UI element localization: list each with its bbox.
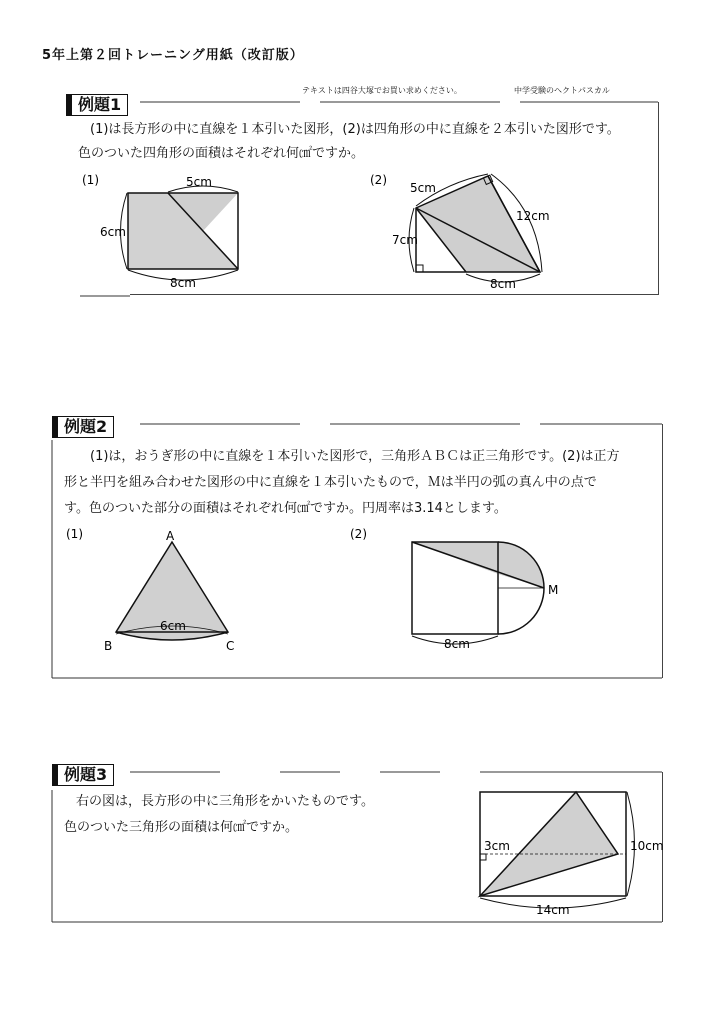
- p1-fig2-right: 12cm: [516, 209, 550, 223]
- publisher-note: テキストは四谷大塚でお買い求めください。: [302, 86, 462, 95]
- p1-fig1-bottom: 8cm: [170, 276, 196, 290]
- p1-fig2-left: 7cm: [392, 233, 418, 247]
- problem-2-line-3: す。色のついた部分の面積はそれぞれ何㎠ですか。円周率は3.14とします。: [64, 501, 507, 516]
- p2-fig1-A: A: [166, 529, 175, 543]
- problem-2-badge: 例題2: [52, 416, 114, 438]
- p2-fig2-M: M: [548, 583, 559, 597]
- problem-2-line-1: (1)は，おうぎ形の中に直線を１本引いた図形で，三角形ＡＢＣは正三角形です。(2)は正方: [90, 449, 620, 464]
- problem-3-line-2: 色のついた三角形の面積は何㎠ですか。: [64, 820, 299, 835]
- p2-fig2-bottom: 8cm: [444, 637, 470, 651]
- p1-fig2-bottom: 8cm: [490, 277, 516, 291]
- problem-2-figures: [56, 522, 656, 672]
- site-note: 中学受験のヘクトパスカル: [514, 86, 610, 95]
- problem-1-figures: [70, 168, 650, 294]
- worksheet-title: 5年上第２回トレーニング用紙（改訂版）: [42, 48, 304, 63]
- p1-fig2-top: 5cm: [410, 181, 436, 195]
- problem-3-badge: 例題3: [52, 764, 114, 786]
- p3-right-label: 10cm: [630, 839, 664, 853]
- p1-fig1-left: 6cm: [100, 225, 126, 239]
- p3-left-label: 3cm: [484, 839, 510, 853]
- p2-fig1-base: 6cm: [160, 619, 186, 633]
- p1-fig1-label: (1): [82, 173, 99, 187]
- p2-fig1-B: B: [104, 639, 113, 653]
- p1-fig2-label: (2): [370, 173, 387, 187]
- p2-fig1-C: C: [226, 639, 235, 653]
- p1-fig1-top: 5cm: [186, 175, 212, 189]
- p2-fig1-label: (1): [66, 527, 83, 541]
- p2-fig2-label: (2): [350, 527, 367, 541]
- problem-3-line-1: 右の図は，長方形の中に三角形をかいたものです。: [76, 794, 374, 809]
- problem-1-line-2: 色のついた四角形の面積はそれぞれ何㎠ですか。: [78, 146, 365, 161]
- problem-3-figure: [470, 780, 670, 920]
- p3-bottom-label: 14cm: [536, 903, 570, 917]
- problem-1-line-1: (1)は長方形の中に直線を１本引いた図形，(2)は四角形の中に直線を２本引いた図形です。: [90, 122, 620, 137]
- problem-2-line-2: 形と半円を組み合わせた図形の中に直線を１本引いたもので，Ｍは半円の弧の真ん中の点で: [64, 475, 597, 490]
- problem-1-badge: 例題1: [66, 94, 128, 116]
